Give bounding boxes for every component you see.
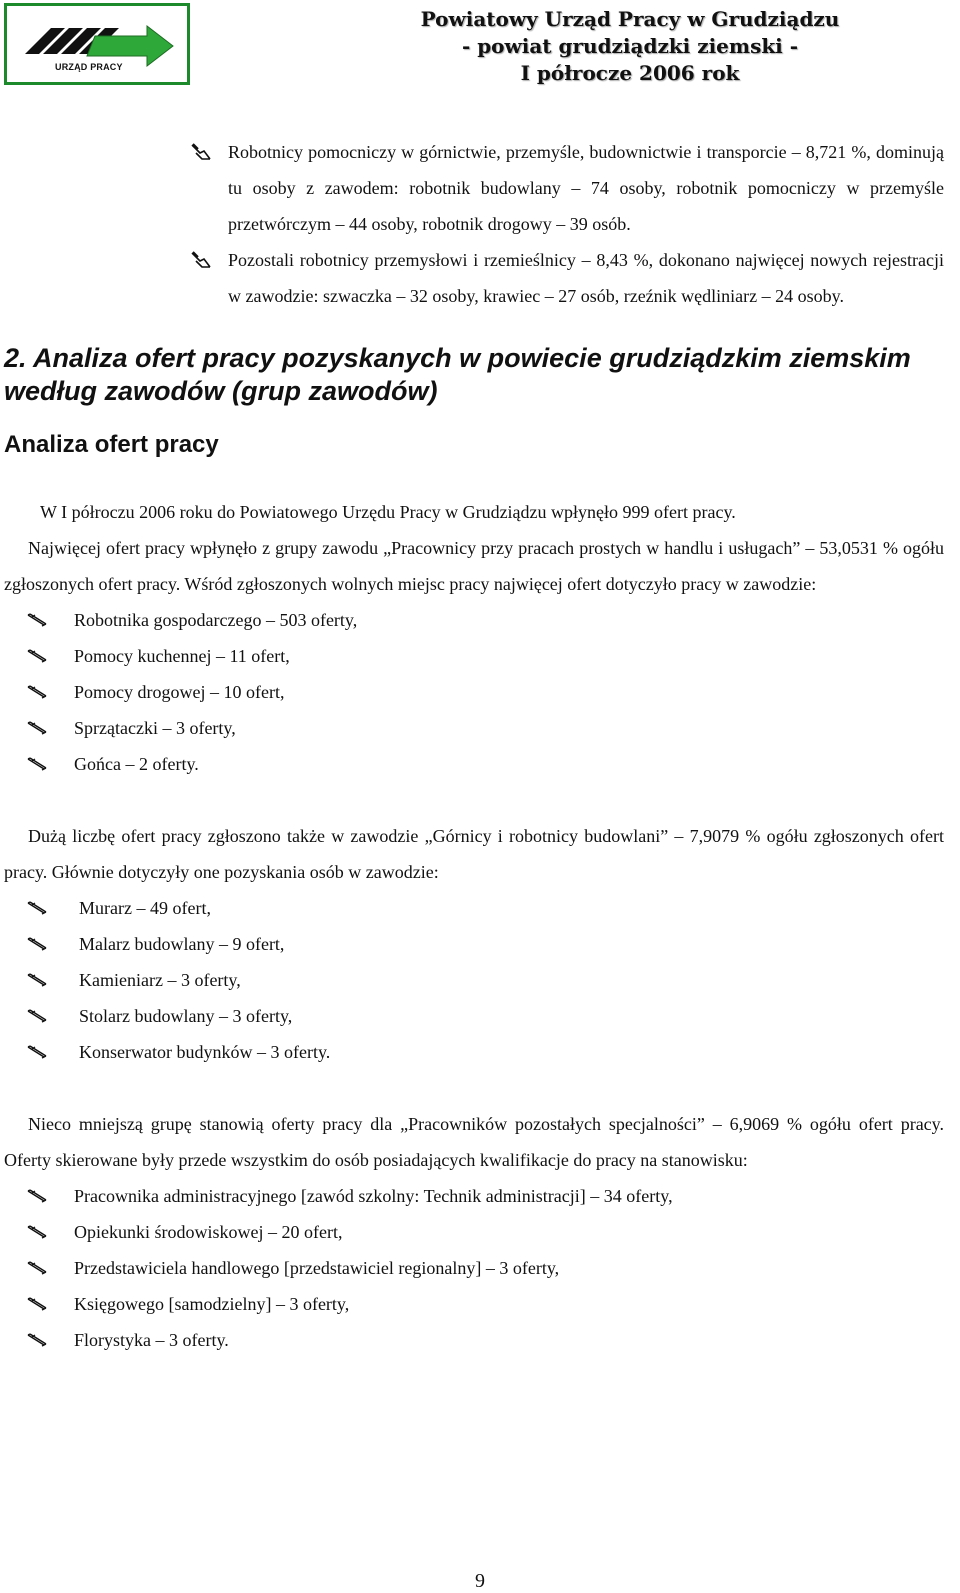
pencil-icon	[26, 1332, 48, 1348]
list-item-text: Opiekunki środowiskowej – 20 ofert,	[74, 1222, 343, 1242]
pencil-icon	[26, 756, 48, 772]
urzad-pracy-logo	[4, 3, 190, 85]
list-item	[4, 1322, 944, 1358]
paragraph: Nieco mniejszą grupę stanowią oferty pracy dla „Pracowników pozostałych specjalności” – 6,9069 % ogółu ofert pracy. Oferty skierowane były przede wszystkim do osób posiadających kwalifikacje do pracy na stanowisku:	[4, 1114, 944, 1170]
pencil-icon	[26, 1008, 48, 1024]
pencil-icon	[26, 648, 48, 664]
header-title-line: Powiatowy Urząd Pracy w Grudziądzu	[420, 7, 840, 31]
header-title-line: I półrocze 2006 rok	[520, 61, 740, 85]
section-heading: 2. Analiza ofert pracy pozyskanych w powiecie grudziądzkim ziemskim według zawodów (grup zawodów)	[4, 343, 911, 406]
pencil-icon	[26, 936, 48, 952]
header-title-line: - powiat grudziądzki ziemski -	[461, 34, 799, 58]
list-item	[4, 710, 944, 746]
spacer	[4, 1070, 944, 1106]
list-item-text: Pracownika administracyjnego [zawód szkolny: Technik administracji] – 34 oferty,	[74, 1186, 673, 1206]
page-number: 9	[475, 1570, 485, 1592]
paragraph: Najwięcej ofert pracy wpłynęło z grupy zawodu „Pracownicy przy pracach prostych w handlu i usługach” – 53,0531 % ogółu zgłoszonych ofert pracy. Wśród zgłoszonych wolnych miejsc pracy najwięcej ofert dotyczyło pracy w zawodzie:	[4, 538, 944, 594]
document-body	[4, 134, 944, 1358]
list-item-text: Przedstawiciela handlowego [przedstawiciel regionalny] – 3 oferty,	[74, 1258, 560, 1278]
top-bullet-text: Robotnicy pomocniczy w górnictwie, przemyśle, budownictwie i transporcie – 8,721 %, dominują tu osoby z zawodem: robotnik budowlany – 74 osoby, robotnik pomocniczy w przemyśle przetwórczym – 44 osoby, robotnik drogowy – 39 osób.	[228, 142, 944, 234]
list-item	[4, 1178, 944, 1214]
list-item	[4, 1250, 944, 1286]
paragraph: Dużą liczbę ofert pracy zgłoszono także w zawodzie „Górnicy i robotnicy budowlani” – 7,9079 % ogółu zgłoszonych ofert pracy. Głównie dotyczyły one pozyskania osób w zawodzie:	[4, 826, 944, 882]
job-offers-list	[4, 890, 944, 1070]
pencil-icon	[26, 900, 48, 916]
list-item-text: Robotnika gospodarczego – 503 oferty,	[74, 610, 358, 630]
list-item	[4, 1034, 944, 1070]
logo-text: URZĄD PRACY	[55, 62, 123, 72]
pencil-icon	[26, 1296, 48, 1312]
list-item-text: Murarz – 49 ofert,	[79, 898, 211, 918]
pencil-icon	[26, 720, 48, 736]
list-item	[4, 962, 944, 998]
list-item	[4, 1214, 944, 1250]
list-item	[4, 998, 944, 1034]
pencil-icon	[26, 1188, 48, 1204]
paragraph: W I półroczu 2006 roku do Powiatowego Urzędu Pracy w Grudziądzu wpłynęło 999 ofert pracy.	[40, 502, 736, 522]
spacer	[4, 782, 944, 818]
pencil-icon	[26, 1260, 48, 1276]
list-item-text: Florystyka – 3 oferty.	[74, 1330, 229, 1350]
subsection-heading: Analiza ofert pracy	[4, 431, 219, 458]
top-bullet-item	[4, 242, 944, 314]
list-item-text: Konserwator budynków – 3 oferty.	[79, 1042, 331, 1062]
list-item	[4, 638, 944, 674]
pencil-icon	[26, 612, 48, 628]
pencil-icon	[26, 1044, 48, 1060]
page-header	[0, 0, 960, 92]
document-header-title	[320, 6, 940, 87]
list-item-text: Malarz budowlany – 9 ofert,	[79, 934, 285, 954]
top-bullet-text: Pozostali robotnicy przemysłowi i rzemieślnicy – 8,43 %, dokonano najwięcej nowych rejestracji w zawodzie: szwaczka – 32 osoby, krawiec – 27 osób, rzeźnik wędliniarz – 24 osoby.	[228, 250, 944, 306]
job-offers-list	[4, 1178, 944, 1358]
pencil-icon	[26, 972, 48, 988]
list-item	[4, 890, 944, 926]
pencil-icon	[26, 684, 48, 700]
list-item-text: Pomocy drogowej – 10 ofert,	[74, 682, 285, 702]
list-item-text: Gońca – 2 oferty.	[74, 754, 199, 774]
writing-hand-icon	[190, 142, 212, 162]
list-item-text: Pomocy kuchennej – 11 ofert,	[74, 646, 290, 666]
list-item-text: Kamieniarz – 3 oferty,	[79, 970, 241, 990]
top-bullet-item	[4, 134, 944, 242]
list-item	[4, 746, 944, 782]
list-item-text: Stolarz budowlany – 3 oferty,	[79, 1006, 293, 1026]
list-item-text: Sprzątaczki – 3 oferty,	[74, 718, 236, 738]
list-item	[4, 602, 944, 638]
job-offers-list	[4, 602, 944, 782]
pencil-icon	[26, 1224, 48, 1240]
writing-hand-icon	[190, 250, 212, 270]
list-item	[4, 926, 944, 962]
list-item	[4, 674, 944, 710]
list-item	[4, 1286, 944, 1322]
list-item-text: Księgowego [samodzielny] – 3 oferty,	[74, 1294, 350, 1314]
